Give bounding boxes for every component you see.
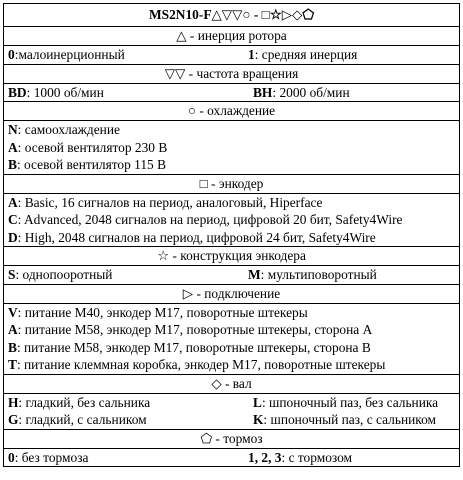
encoder-design-options [4, 266, 460, 285]
option-line [8, 46, 455, 64]
option-text: Advanced, 2048 сигналов на период, цифровой 20 бит, Safety4Wire [21, 212, 403, 227]
model-title: MS2N10-F△▽▽○ - □☆▷◇⬠ [4, 4, 460, 27]
option-line [8, 139, 455, 157]
option-item: 1, 2, 3: с тормозом [248, 449, 353, 465]
option-code: S [8, 267, 16, 282]
option-code: 0 [8, 449, 15, 465]
option-line [8, 84, 455, 102]
option-text: питание M58, энкодер M17, поворотные штекеры, сторона A [21, 322, 373, 337]
encoder-header: □ - энкодер [4, 174, 460, 193]
option-text: осевой вентилятор 230 В [21, 139, 168, 155]
option-line [8, 449, 455, 467]
option-item: A: осевой вентилятор 230 В [8, 139, 168, 155]
option-text: питание M40, энкодер M17, поворотные штекеры [21, 304, 308, 320]
cooling-header: ○ - охлаждение [4, 102, 460, 121]
option-code: A [8, 139, 18, 155]
option-text: самоохлаждение [21, 122, 120, 137]
option-code: G [8, 412, 19, 427]
speed-options-row [4, 83, 460, 102]
encoder-design-header: ☆ - конструкция энкодера [4, 247, 460, 266]
option-line [8, 194, 455, 212]
option-code: B [8, 157, 17, 172]
option-code: T [8, 357, 17, 372]
option-item: BH: 2000 об/мин [253, 84, 350, 100]
encoder-options [4, 193, 460, 247]
option-line [8, 411, 455, 429]
brake-header-row [4, 429, 460, 448]
shaft-options [4, 393, 460, 429]
option-line [8, 121, 455, 139]
shaft-header-row [4, 374, 460, 393]
option-code: BH [253, 84, 273, 100]
rotor-inertia-header: △ - инерция ротора [4, 27, 460, 46]
connection-header: ▷ - подключение [4, 284, 460, 303]
option-text: шпоночный паз, с сальником [267, 412, 437, 427]
option-code: 1 [248, 47, 255, 62]
option-line [8, 156, 455, 174]
option-line [8, 211, 455, 229]
option-text: питание M58, энкодер M17, поворотные штекеры, сторона B [20, 339, 371, 355]
option-code: D [8, 229, 18, 245]
option-code: M [248, 267, 261, 282]
option-item: D: High, 2048 сигналов на период, цифровой 24 бит, Safety4Wire [8, 229, 376, 245]
option-item: 1: средняя инерция [248, 47, 358, 62]
option-text: мультиповоротный [264, 267, 377, 282]
option-item: B: питание M58, энкодер M17, поворотные штекеры, сторона B [8, 339, 371, 355]
rotor-inertia-options-row [4, 46, 460, 65]
option-item: 0:малоинерционный [8, 47, 125, 62]
brake-options [4, 448, 460, 467]
option-text: малоинерционный [18, 47, 125, 62]
option-text: однопооротный [19, 267, 113, 282]
speed-header-row [4, 64, 460, 83]
option-item: BD: 1000 об/мин [8, 84, 104, 100]
option-text: 1000 об/мин [30, 84, 104, 100]
option-item: G: гладкий, с сальником [8, 412, 147, 427]
option-text: без тормоза [18, 449, 89, 465]
connection-options [4, 303, 460, 374]
option-text: High, 2048 сигналов на период, цифровой 24 бит, Safety4Wire [21, 229, 376, 245]
option-line [8, 266, 455, 284]
option-item: K: шпоночный паз, с сальником [253, 412, 437, 427]
option-code: N [8, 122, 18, 137]
option-code: A [8, 322, 18, 337]
option-text: с тормозом [285, 449, 353, 465]
option-text: питание клеммная коробка, энкодер M17, поворотные штекеры [20, 357, 386, 372]
option-line [8, 339, 455, 357]
shaft-header: ◇ - вал [4, 374, 460, 393]
option-line [8, 229, 455, 247]
option-code: H [8, 394, 19, 410]
option-item: N: самоохлаждение [8, 122, 120, 137]
option-text: средняя инерция [258, 47, 358, 62]
encoder-header-row [4, 174, 460, 193]
option-text: гладкий, без сальника [22, 394, 151, 410]
option-code: K [253, 412, 264, 427]
option-item: 0: без тормоза [8, 449, 89, 465]
option-line [8, 356, 455, 374]
option-item: C: Advanced, 2048 сигналов на период, цифровой 20 бит, Safety4Wire [8, 212, 403, 227]
option-item: A: Basic, 16 сигналов на период, аналоговый, Hiperface [8, 194, 323, 210]
option-text: гладкий, с сальником [22, 412, 147, 427]
title-row [4, 4, 460, 27]
option-line [8, 304, 455, 322]
encoder-options-row [4, 193, 460, 247]
option-item: S: однопооротный [8, 267, 113, 282]
option-item: H: гладкий, без сальника [8, 394, 151, 410]
option-code: V [8, 304, 18, 320]
option-item: V: питание M40, энкодер M17, поворотные штекеры [8, 304, 308, 320]
option-code: A [8, 194, 18, 210]
option-text: 2000 об/мин [276, 84, 350, 100]
option-item: L: шпоночный паз, без сальника [253, 394, 439, 410]
option-code: B [8, 339, 17, 355]
option-item: T: питание клеммная коробка, энкодер M17, поворотные штекеры [8, 357, 386, 372]
option-line [8, 394, 455, 412]
encoder-design-header-row [4, 247, 460, 266]
encoder-design-options-row [4, 266, 460, 285]
rotor-inertia-header-row [4, 27, 460, 46]
option-text: Basic, 16 сигналов на период, аналоговый, Hiperface [21, 194, 323, 210]
brake-options-row [4, 448, 460, 467]
option-code: 0 [8, 47, 15, 62]
cooling-header-row [4, 102, 460, 121]
option-text: шпоночный паз, без сальника [265, 394, 439, 410]
option-item: M: мультиповоротный [248, 267, 377, 282]
speed-header: ▽▽ - частота вращения [4, 64, 460, 83]
shaft-options-row [4, 393, 460, 429]
option-item: A: питание M58, энкодер M17, поворотные штекеры, сторона A [8, 322, 373, 337]
rotor-inertia-options [4, 46, 460, 65]
option-line [8, 321, 455, 339]
connection-options-row [4, 303, 460, 374]
option-code: 1, 2, 3 [248, 449, 282, 465]
cooling-options-row [4, 121, 460, 175]
speed-options [4, 83, 460, 102]
option-code: L [253, 394, 262, 410]
option-text: осевой вентилятор 115 В [20, 157, 167, 172]
brake-header: ⬠ - тормоз [4, 429, 460, 448]
ms2n10-spec-table [3, 3, 460, 467]
option-code: BD [8, 84, 27, 100]
cooling-options [4, 121, 460, 175]
connection-header-row [4, 284, 460, 303]
option-code: C [8, 212, 18, 227]
option-item: B: осевой вентилятор 115 В [8, 157, 167, 172]
